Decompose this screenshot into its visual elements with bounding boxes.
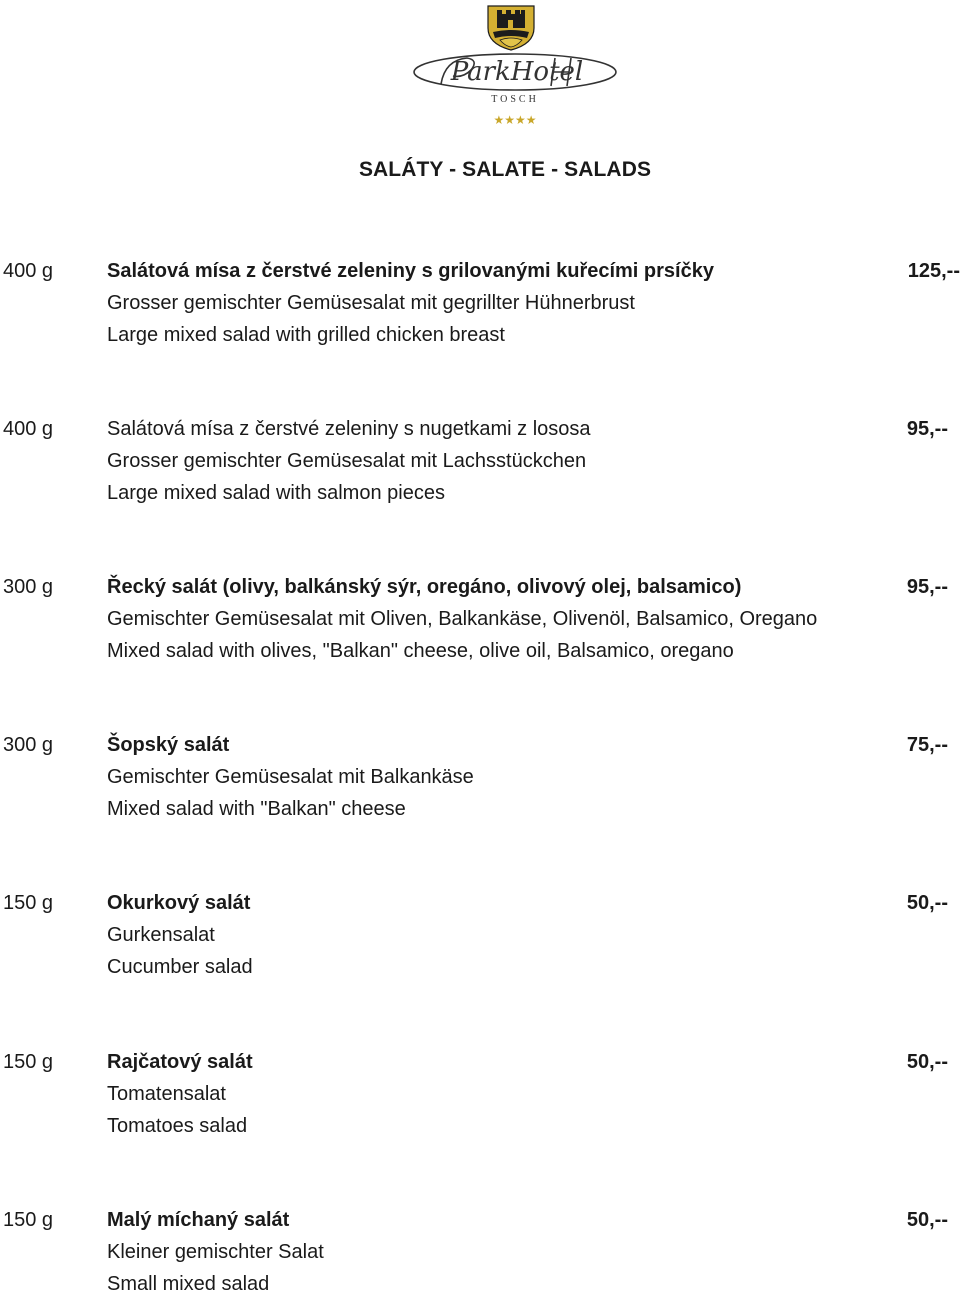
item-name-german: Gemischter Gemüsesalat mit Oliven, Balkankäse, Olivenöl, Balsamico, Oregano xyxy=(107,608,818,630)
item-name-czech: Řecký salát (olivy, balkánský sýr, oregáno, olivový olej, balsamico) xyxy=(107,576,742,598)
item-name-german: Gurkensalat xyxy=(107,924,215,946)
item-name-czech: Malý míchaný salát xyxy=(107,1209,290,1231)
item-name-czech: Rajčatový salát xyxy=(107,1051,253,1073)
menu-item xyxy=(0,571,960,671)
item-name-english: Large mixed salad with grilled chicken breast xyxy=(107,324,505,346)
item-name-german: Kleiner gemischter Salat xyxy=(107,1241,324,1263)
item-weight: 400 g xyxy=(3,418,54,440)
menu-item xyxy=(0,887,960,987)
item-name-czech: Salátová mísa z čerstvé zeleniny s nugetkami z lososa xyxy=(107,418,591,440)
item-name-czech: Šopský salát xyxy=(107,734,230,756)
item-name-czech: Okurkový salát xyxy=(107,892,251,914)
item-price: 125,-- xyxy=(907,260,960,282)
item-price: 50,-- xyxy=(906,892,948,914)
item-weight: 150 g xyxy=(3,892,54,914)
item-name-english: Large mixed salad with salmon pieces xyxy=(107,482,445,504)
logo-name: ParkHotel xyxy=(450,57,584,87)
menu-item xyxy=(0,1046,960,1146)
item-price: 50,-- xyxy=(906,1209,948,1231)
coat-of-arms-icon xyxy=(488,6,534,50)
section-heading: SALÁTY - SALATE - SALADS xyxy=(358,158,652,181)
item-name-english: Small mixed salad xyxy=(107,1273,270,1295)
menu-item xyxy=(0,413,960,513)
item-weight: 300 g xyxy=(3,734,54,756)
menu-item xyxy=(0,729,960,829)
item-name-english: Cucumber salad xyxy=(107,956,253,978)
hotel-logo xyxy=(405,0,625,132)
menu-item xyxy=(0,255,960,355)
item-name-english: Mixed salad with olives, "Balkan" cheese, olive oil, Balsamico, oregano xyxy=(107,640,734,662)
item-name-german: Gemischter Gemüsesalat mit Balkankäse xyxy=(107,766,474,788)
logo-stars: ★★★★ xyxy=(493,113,537,127)
item-weight: 300 g xyxy=(3,576,54,598)
logo-subtitle: TOSCH xyxy=(491,94,539,105)
item-name-english: Tomatoes salad xyxy=(107,1115,248,1137)
item-price: 75,-- xyxy=(906,734,948,756)
item-price: 50,-- xyxy=(906,1051,948,1073)
item-price: 95,-- xyxy=(906,418,948,440)
item-price: 95,-- xyxy=(906,576,948,598)
item-name-german: Grosser gemischter Gemüsesalat mit gegrillter Hühnerbrust xyxy=(107,292,635,314)
item-name-czech: Salátová mísa z čerstvé zeleniny s grilovanými kuřecími prsíčky xyxy=(107,260,714,282)
item-name-german: Tomatensalat xyxy=(107,1083,226,1105)
item-weight: 150 g xyxy=(3,1051,54,1073)
item-weight: 400 g xyxy=(3,260,54,282)
item-name-english: Mixed salad with "Balkan" cheese xyxy=(107,798,406,820)
item-weight: 150 g xyxy=(3,1209,54,1231)
item-name-german: Grosser gemischter Gemüsesalat mit Lachsstückchen xyxy=(107,450,587,472)
menu-item xyxy=(0,1204,960,1304)
